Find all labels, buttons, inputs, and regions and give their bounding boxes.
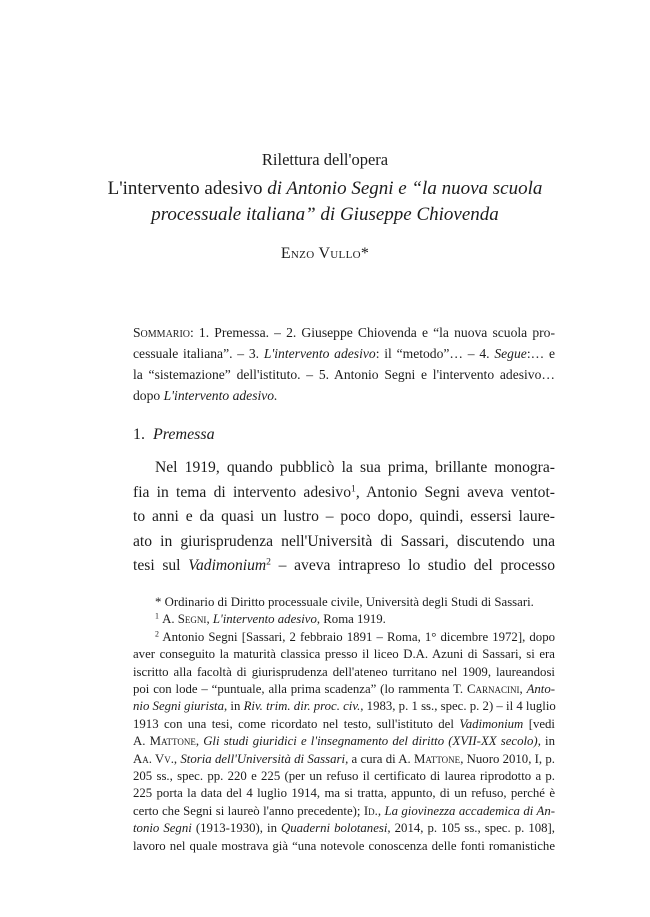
body-line: fia in tema di intervento adesivo$^1$, Antonio Segni aveva ventot-	[133, 483, 555, 501]
title-line-2	[0, 202, 650, 228]
footnote-line: aver conseguito la maturità classica presso il liceo D.A. Azuni di Sassari, si era	[133, 647, 555, 662]
summary-line: cessuale italiana”. – 3. L'intervento adesivo: il “metodo”… – 4. Segue:… e	[133, 346, 555, 361]
rubric-heading: Rilettura dell'opera	[261, 150, 389, 169]
section-title: Premessa	[153, 426, 215, 443]
footnote-ref[interactable]: 2	[266, 556, 271, 568]
footnote-line: Aa. Vv., Storia dell'Università di Sassari, a cura di A. Mattone, Nuoro 2010, I, p.	[133, 751, 555, 766]
footnote-line: lavoro nel quale mostrava già “una notevole conoscenza delle fonti romanistiche	[133, 838, 555, 853]
footnote-line: certo che Segni si laureò l'anno precedente); Id., La giovinezza accademica di An-	[133, 803, 555, 818]
footnote-line: 225 porta la data del 4 luglio 1914, ma si tratta, appunto, di un refuso, perché è	[133, 786, 555, 801]
title-part: processuale italiana” di Giuseppe Chiovenda	[151, 204, 499, 225]
footnote-2: $^2$ Antonio Segni [Sassari, 2 febbraio 1891 – Roma, 1° dicembre 1972], dopo	[155, 629, 555, 644]
title-part: di Antonio Segni e “la nuova scuola	[262, 178, 543, 199]
footnote-line: 1913 con una tesi, come ricordato nel testo, sull'istituto del Vadimonium [vedi	[133, 716, 555, 731]
body-paragraph	[133, 456, 555, 579]
footnote-line: poi con lode – “puntuale, alla prima scadenza” (lo rammenta T. Carnacini, Anto-	[133, 682, 555, 697]
body-line: to anni e da quasi un lustro – poco dopo, quindi, essersi laure-	[133, 508, 555, 525]
footnote-line: 205 ss., spec. pp. 220 e 225 (per un refuso il certificato di laurea riprodotto a p.	[133, 769, 555, 784]
footnote-line: iscritto alla facoltà di giurisprudenza dell'ateneo turritano nel 1909, laureandosi	[133, 664, 555, 679]
summary-line: la “sistemazione” dell'istituto. – 5. Antonio Segni e l'intervento adesivo…	[133, 367, 555, 382]
summary-line: dopo L'intervento adesivo.	[133, 388, 278, 403]
footnote-line: nio Segni giurista, in Riv. trim. dir. proc. civ., 1983, p. 1 ss., spec. p. 2) – il 4 luglio	[133, 699, 556, 714]
footnotes	[133, 594, 555, 855]
footnote-line: A. Mattone, Gli studi giuridici e l'insegnamento del diritto (XVII-XX secolo), in	[133, 734, 556, 749]
footnote-number: 1	[155, 612, 159, 622]
footnote-number: 2	[155, 629, 159, 639]
body-line: tesi sul Vadimonium$^2$ – aveva intrapreso lo studio del processo	[133, 556, 555, 574]
summary-label: Sommario	[133, 325, 191, 340]
summary-abstract	[133, 322, 555, 406]
section-number: 1.	[133, 426, 145, 443]
title-line-1	[0, 176, 650, 202]
article-title	[0, 176, 650, 228]
body-line: ato in giurisprudenza nell'Università di Sassari, discutendo una	[133, 532, 555, 550]
summary-line: Sommario: 1. Premessa. – 2. Giuseppe Chiovenda e “la nuova scuola pro-	[133, 325, 555, 340]
author-name: Enzo Vullo*	[280, 245, 370, 262]
footnote-ref[interactable]: 1	[351, 483, 356, 495]
section-heading	[133, 426, 555, 444]
footnote-author: * Ordinario di Diritto processuale civile, Università degli Studi di Sassari.	[155, 595, 534, 609]
footnote-1: $^1$ A. Segni, L'intervento adesivo, Roma 1919.	[155, 612, 386, 627]
body-line: Nel 1919, quando pubblicò la sua prima, brillante monogra-	[155, 459, 555, 476]
footnote-line: tonio Segni (1913-1930), in Quaderni bolotanesi, 2014, p. 105 ss., spec. p. 108],	[133, 821, 555, 836]
title-work: L'intervento adesivo	[107, 178, 263, 199]
